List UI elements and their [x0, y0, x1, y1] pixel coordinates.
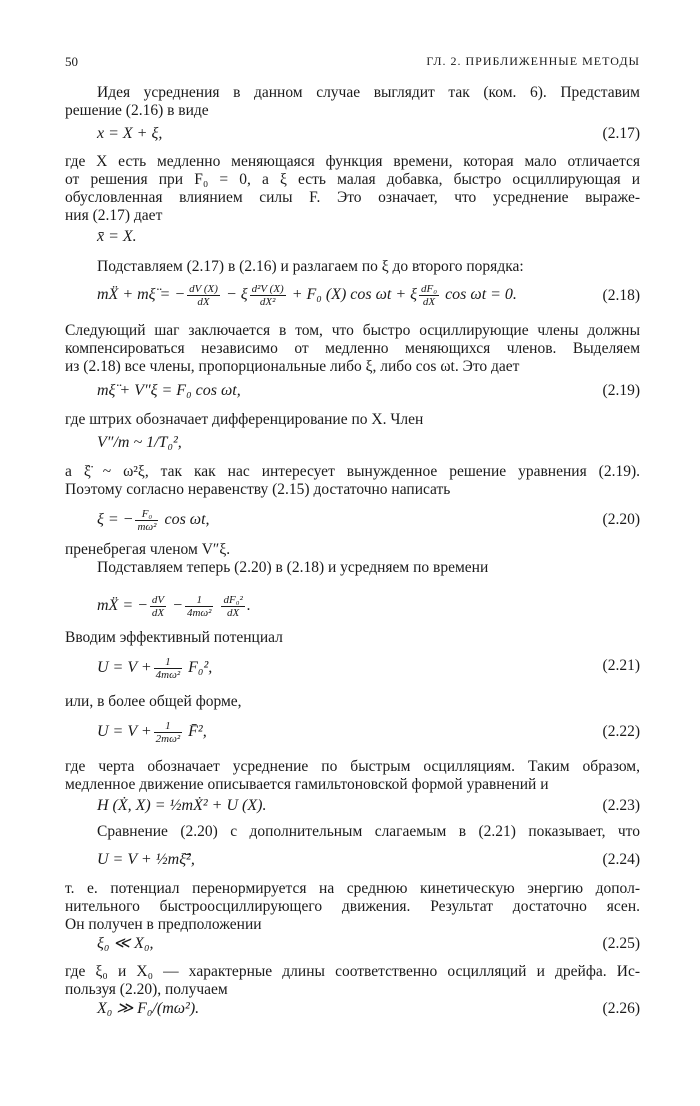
equation-number: (2.21)	[602, 657, 640, 674]
equation-2-21	[97, 656, 212, 681]
text-line: медленное движение описывается гамильтоновской формой уравнений и	[65, 776, 549, 793]
fraction-numerator: 1	[185, 594, 214, 607]
text-line: где черта обозначает усреднение по быстрым осцилляциям. Таким образом,	[65, 758, 640, 775]
text-line: нительного быстроосциллирующего движения. Результат достаточно ясен.	[65, 898, 640, 915]
equation-number: (2.25)	[602, 935, 640, 952]
eq-part: mẌ = −	[97, 597, 148, 615]
text-line: а ξ̈ ~ ω²ξ, так как нас интересует вынужденное решение уравнения (2.19).	[65, 463, 640, 480]
fraction	[187, 283, 220, 308]
fraction-denominator: mω²	[137, 521, 157, 533]
equation-2-17: x = X + ξ,	[97, 125, 163, 142]
text-line: от решения при F₀ = 0, а ξ есть малая добавка, быстро осциллирующая и	[65, 171, 640, 188]
text-line: Вводим эффективный потенциал	[65, 629, 283, 646]
text-line: где X есть медленно меняющаяся функция времени, которая мало отличается	[65, 153, 640, 170]
fraction	[185, 594, 214, 619]
fraction	[135, 508, 158, 533]
page-header	[65, 54, 640, 70]
equation-average: x̄ = X.	[97, 228, 137, 245]
fraction-denominator: 4mω²	[186, 607, 212, 619]
eq-part: .	[246, 597, 251, 615]
equation-2-24: U = V + ½mξ̄̇²,	[97, 851, 195, 868]
text-line: где ξ₀ и X₀ — характерные длины соответственно осцилляций и дрейфа. Ис-	[65, 963, 640, 980]
fraction	[250, 283, 286, 308]
equation-averaged-motion	[97, 594, 251, 619]
text-line: обусловленная влиянием силы F. Это означает, что усреднение выраже-	[65, 189, 640, 206]
fraction-denominator: dX	[422, 296, 436, 308]
fraction-numerator: 1	[154, 656, 183, 669]
eq-part: cos ωt = 0.	[445, 286, 517, 304]
text-line: где штрих обозначает дифференцирование по X. Член	[65, 411, 424, 428]
eq-part: U = V +	[97, 659, 152, 677]
eq-part: F̄²,	[188, 723, 207, 741]
text-line: Следующий шаг заключается в том, что быстро осциллирующие члены должны	[65, 322, 640, 339]
fraction	[221, 594, 244, 619]
equation-2-20	[97, 508, 210, 533]
fraction-denominator: dX	[151, 607, 165, 619]
equation-2-25: ξ₀ ≪ X₀,	[97, 935, 154, 952]
fraction-numerator: d²V (X)	[251, 283, 284, 295]
fraction-numerator: F₀	[135, 508, 158, 521]
fraction-denominator: dX	[197, 296, 210, 308]
text-line: Поэтому согласно неравенству (2.15) достаточно написать	[65, 481, 451, 498]
equation-number: (2.17)	[602, 125, 640, 142]
text-line: решение (2.16) в виде	[65, 102, 209, 119]
eq-part: − ξ	[225, 286, 248, 304]
eq-part: ξ = −	[97, 511, 134, 529]
text-line: из (2.18) все члены, пропорциональные либо ξ, либо cos ωt. Это дает	[65, 358, 520, 375]
fraction	[419, 283, 439, 308]
eq-part: mẌ + mξ̈ = −	[97, 286, 186, 304]
fraction-numerator: 1	[154, 720, 183, 733]
text-line: компенсироваться независимо от медленно меняющихся членов. Выделяем	[65, 340, 640, 357]
eq-part: cos ωt,	[164, 511, 210, 529]
fraction-denominator: dX²	[259, 296, 276, 308]
text-line: Подставляем теперь (2.20) в (2.18) и усредняем по времени	[97, 559, 489, 576]
equation-2-26: X₀ ≫ F₀/(mω²).	[97, 1000, 200, 1017]
running-head: ГЛ. 2. ПРИБЛИЖЕННЫЕ МЕТОДЫ	[426, 54, 640, 68]
eq-part: U = V +	[97, 723, 152, 741]
page-number: 50	[65, 54, 78, 69]
eq-part: + F₀ (X) cos ωt + ξ	[291, 286, 418, 304]
equation-2-18	[97, 283, 517, 308]
equation-number: (2.24)	[602, 851, 640, 868]
text-line: или, в более общей форме,	[65, 693, 242, 710]
fraction	[154, 720, 183, 745]
fraction-numerator: dV (X)	[189, 283, 218, 295]
fraction-numerator: dF₀	[421, 283, 438, 295]
text-line: Подставляем (2.17) в (2.16) и разлагаем по ξ до второго порядка:	[97, 258, 524, 275]
text-line: ния (2.17) дает	[65, 207, 163, 224]
fraction	[154, 656, 183, 681]
fraction	[150, 594, 166, 619]
fraction-numerator: dF₀²	[223, 594, 243, 606]
text-line: пользуя (2.20), получаем	[65, 981, 228, 998]
fraction-denominator: dX	[227, 607, 240, 619]
text-line: пренебрегая членом V″ξ.	[65, 541, 231, 558]
fraction-numerator: dV	[151, 594, 165, 606]
equation-2-22	[97, 720, 207, 745]
equation-2-19: mξ̈ + V″ξ = F₀ cos ωt,	[97, 382, 241, 399]
text-line: Сравнение (2.20) с дополнительным слагаемым в (2.21) показывает, что	[97, 823, 640, 840]
equation-number: (2.20)	[602, 511, 640, 528]
fraction-denominator: 2mω²	[155, 733, 181, 745]
equation-number: (2.18)	[602, 287, 640, 304]
eq-part: F₀²,	[188, 659, 213, 677]
text-line: Идея усреднения в данном случае выглядит так (ком. 6). Представим	[97, 84, 640, 101]
equation-number: (2.26)	[602, 1000, 640, 1017]
equation-number: (2.23)	[602, 797, 640, 814]
equation-number: (2.19)	[602, 382, 640, 399]
eq-part: −	[172, 597, 183, 615]
equation-2-23: H (Ẋ, X) = ½mẊ² + U (X).	[97, 797, 267, 814]
text-line: т. е. потенциал перенормируется на среднюю кинетическую энергию допол-	[65, 880, 640, 897]
fraction-denominator: 4mω²	[155, 669, 181, 681]
text-line: Он получен в предположении	[65, 916, 262, 933]
equation-ratio: V″/m ~ 1/T₀²,	[97, 434, 182, 451]
equation-number: (2.22)	[602, 723, 640, 740]
